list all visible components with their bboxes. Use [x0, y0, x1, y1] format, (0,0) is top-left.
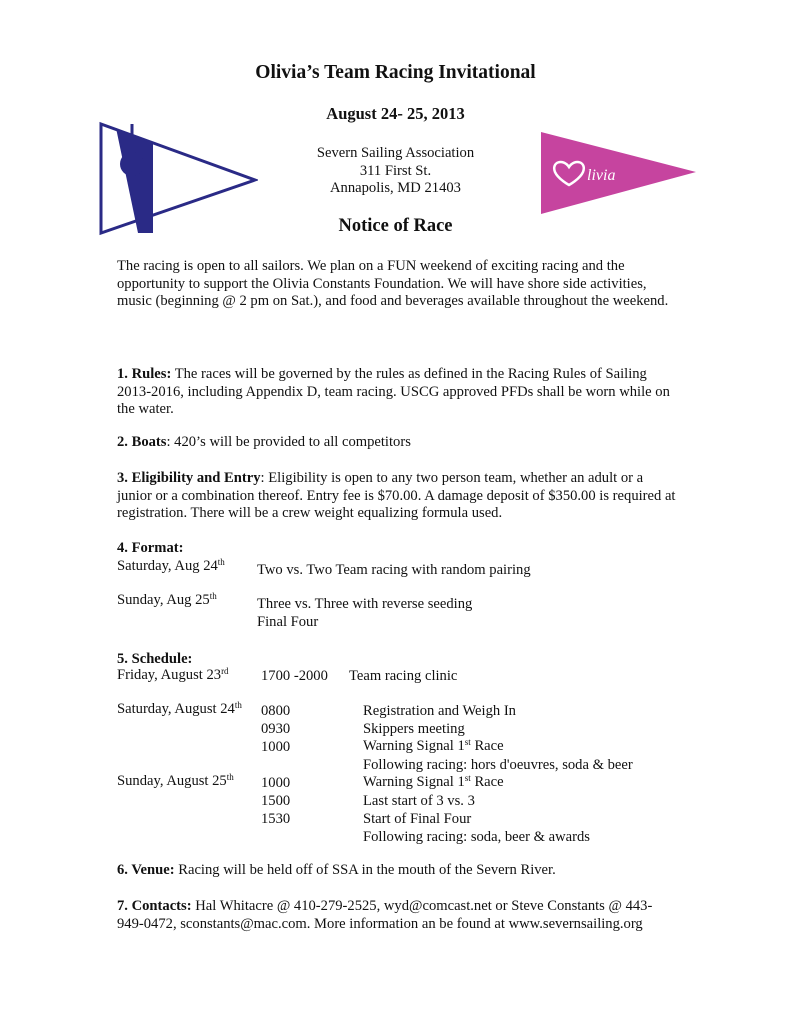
- schedule-event: Following racing: soda, beer & awards: [363, 829, 590, 845]
- schedule-time: 1530: [261, 811, 291, 827]
- notice-heading: Notice of Race: [338, 216, 453, 236]
- format-final-four: Final Four: [257, 614, 319, 630]
- boats-text: : 420’s will be provided to all competitors: [166, 434, 411, 450]
- format-day-saturday: Saturday, Aug 24th: [117, 557, 225, 574]
- contacts-text: Hal Whitacre @ 410-279-2525, wyd@comcast.net or Steve Constants @ 443-949-0472, sconstants@mac.com. More information an be found at www.severnsailing.org: [117, 898, 653, 932]
- schedule-time: 1700 -2000: [261, 668, 328, 684]
- schedule-time: 0800: [261, 703, 291, 719]
- eligibility-label: 3. Eligibility and Entry: [117, 470, 261, 486]
- eligibility-text: : Eligibility is open to any two person team, whether an adult or a junior or a combination thereof. Entry fee is $70.00. A damage deposit of $350.00 is required at registration. There will be a crew weight equalizing formula used.: [117, 470, 676, 522]
- olivia-logo-text: livia: [587, 167, 616, 184]
- venue-name: Severn Sailing Association: [316, 145, 475, 161]
- schedule-event: Warning Signal 1st Race: [363, 773, 504, 790]
- schedule-event: Skippers meeting: [363, 721, 465, 737]
- format-desc-sunday: Three vs. Three with reverse seeding: [257, 596, 473, 612]
- eligibility-section: [117, 470, 677, 523]
- schedule-day-saturday: Saturday, August 24th: [117, 700, 242, 717]
- boats-section: [117, 434, 677, 452]
- schedule-event: Team racing clinic: [349, 668, 458, 684]
- schedule-event: Warning Signal 1st Race: [363, 737, 504, 754]
- schedule-event: Registration and Weigh In: [363, 703, 516, 719]
- rules-label: 1. Rules:: [117, 366, 172, 382]
- contacts-section: [117, 898, 677, 933]
- venue-street: 311 First St.: [359, 162, 432, 179]
- venue-section: [117, 862, 677, 880]
- schedule-event: Following racing: hors d'oeuvres, soda & beer: [363, 757, 633, 773]
- schedule-day-sunday: Sunday, August 25th: [117, 772, 234, 789]
- format-day-sunday: Sunday, Aug 25th: [117, 591, 217, 608]
- venue-address: [0, 145, 791, 198]
- schedule-time: 1000: [261, 739, 291, 755]
- event-dates: August 24- 25, 2013: [326, 104, 465, 123]
- intro-paragraph: The racing is open to all sailors. We plan on a FUN weekend of exciting racing and the opportunity to support the Olivia Constants Foundation. We will have shore side activities, music (beginning @ 2 pm on Sat.), and food and beverages available throughout the weekend.: [117, 258, 669, 310]
- venue-city: Annapolis, MD 21403: [330, 180, 461, 196]
- schedule-time: 1000: [261, 775, 291, 791]
- rules-section: [117, 366, 677, 419]
- schedule-time: 1500: [261, 793, 291, 809]
- rules-text: The races will be governed by the rules as defined in the Racing Rules of Sailing 2013-2016, including Appendix D, team racing. USCG approved PFDs shall be worn while on the water.: [117, 366, 670, 418]
- page-title: Olivia’s Team Racing Invitational: [255, 62, 536, 83]
- boats-label: 2. Boats: [117, 434, 167, 450]
- schedule-event: Start of Final Four: [363, 811, 472, 827]
- format-desc-saturday: Two vs. Two Team racing with random pairing: [257, 562, 531, 578]
- schedule-label: 5. Schedule:: [117, 651, 193, 667]
- venue-label: 6. Venue:: [117, 862, 175, 878]
- format-label: 4. Format:: [117, 540, 184, 556]
- venue-text: Racing will be held off of SSA in the mouth of the Severn River.: [174, 862, 556, 878]
- schedule-time: 0930: [261, 721, 291, 737]
- schedule-day-friday: Friday, August 23rd: [117, 666, 229, 683]
- schedule-event: Last start of 3 vs. 3: [363, 793, 475, 809]
- contacts-label: 7. Contacts:: [117, 898, 192, 914]
